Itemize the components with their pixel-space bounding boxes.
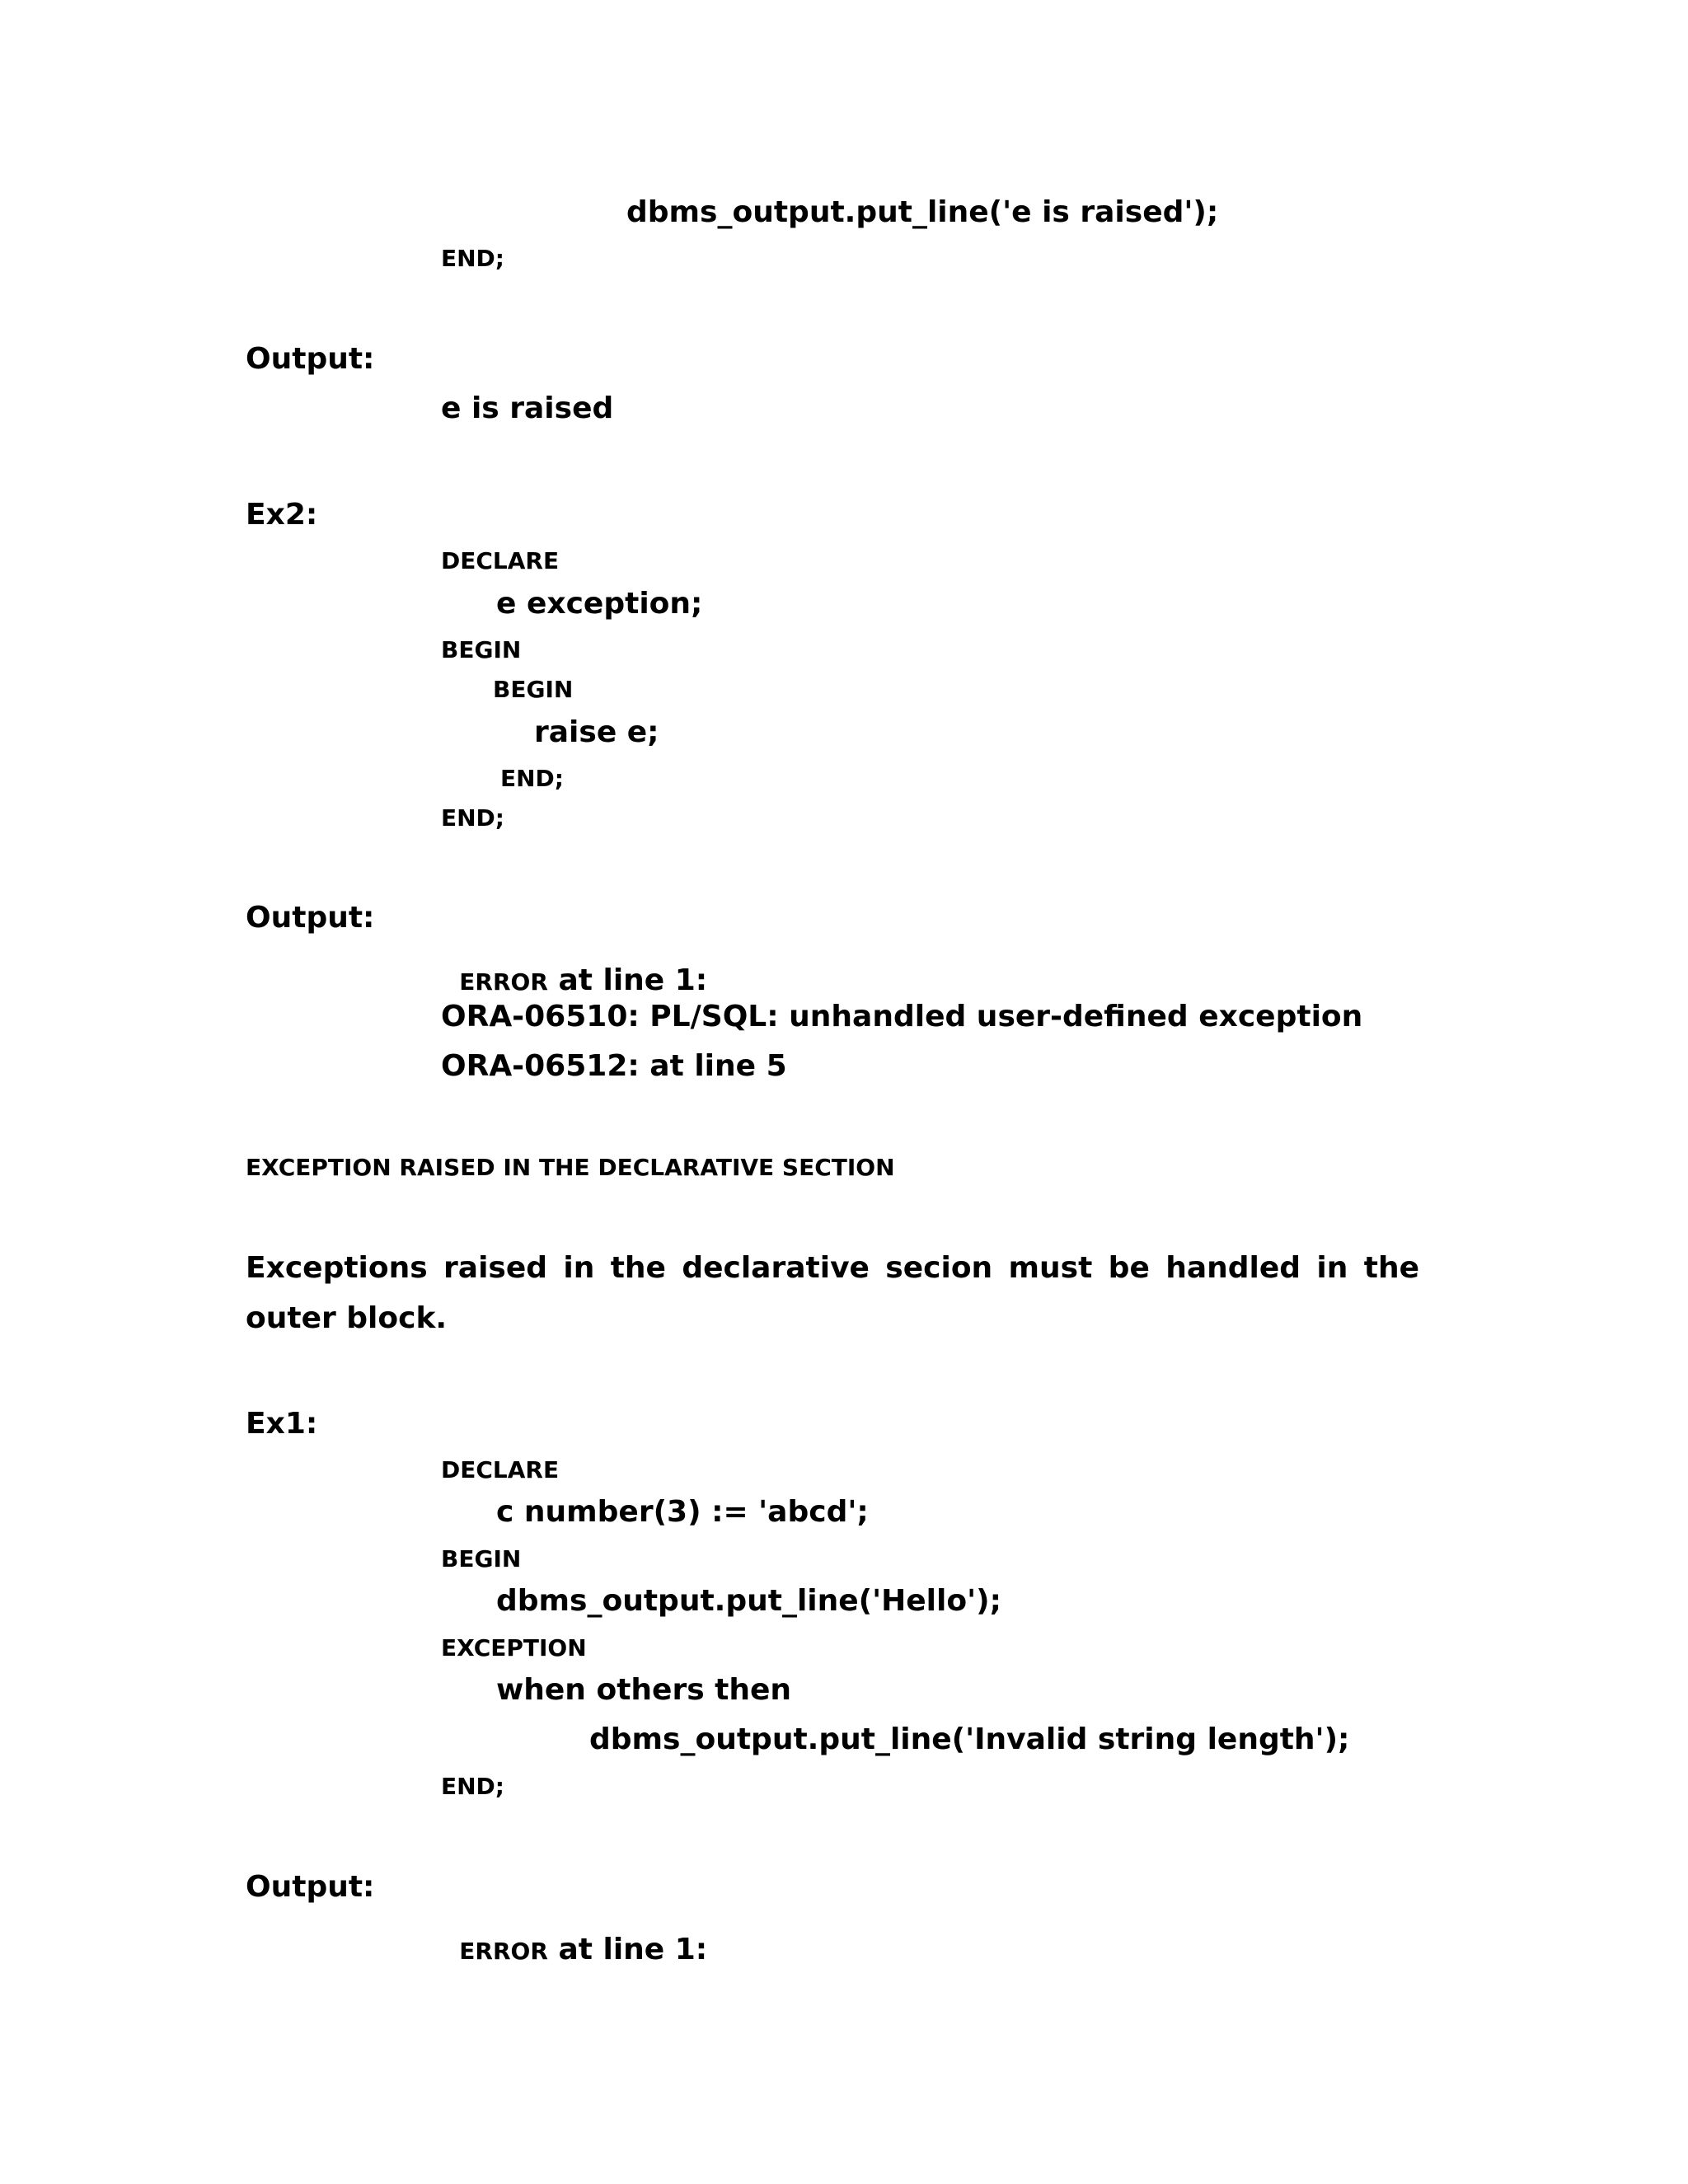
code-line-end: END;	[441, 245, 504, 272]
code-line-end: END;	[441, 1773, 504, 1800]
output-heading: Output:	[246, 901, 375, 935]
code-line-e-exception: e exception;	[496, 587, 703, 621]
section-heading: EXCEPTION RAISED IN THE DECLARATIVE SECTION	[246, 1154, 895, 1181]
output-error-line	[441, 1922, 707, 1978]
error-location: at line 1:	[547, 1933, 708, 1966]
code-line-declare: DECLARE	[441, 1456, 560, 1483]
output-text: e is raised	[441, 391, 614, 425]
code-line-declare: DECLARE	[441, 547, 560, 574]
code-line-begin: BEGIN	[441, 636, 522, 663]
code-line-put-line-e-raised: dbms_output.put_line('e is raised');	[626, 195, 1219, 229]
code-line-put-line-hello: dbms_output.put_line('Hello');	[496, 1584, 1001, 1618]
example-heading-ex1: Ex1:	[246, 1407, 318, 1441]
error-location: at line 1:	[547, 963, 708, 997]
error-label: ERROR	[459, 1938, 548, 1965]
output-heading: Output:	[246, 342, 375, 376]
output-ora-06512: ORA-06512: at line 5	[441, 1049, 787, 1083]
output-ora-06510: ORA-06510: PL/SQL: unhandled user-defined exception	[441, 1000, 1363, 1033]
section-paragraph: Exceptions raised in the declarative secion must be handled in the outer block.	[246, 1251, 1419, 1335]
error-label: ERROR	[459, 968, 548, 996]
code-line-put-line-invalid: dbms_output.put_line('Invalid string length');	[589, 1722, 1350, 1756]
code-line-when-others: when others then	[496, 1673, 792, 1707]
code-line-outer-end: END;	[441, 804, 504, 832]
code-line-inner-begin: BEGIN	[493, 676, 574, 703]
code-line-c-number: c number(3) := 'abcd';	[496, 1495, 869, 1529]
output-heading: Output:	[246, 1870, 375, 1904]
code-line-begin: BEGIN	[441, 1545, 522, 1572]
code-line-exception: EXCEPTION	[441, 1634, 587, 1661]
example-heading-ex2: Ex2:	[246, 498, 318, 532]
code-line-inner-end: END;	[500, 765, 564, 792]
code-line-raise-e: raise e;	[534, 715, 659, 749]
